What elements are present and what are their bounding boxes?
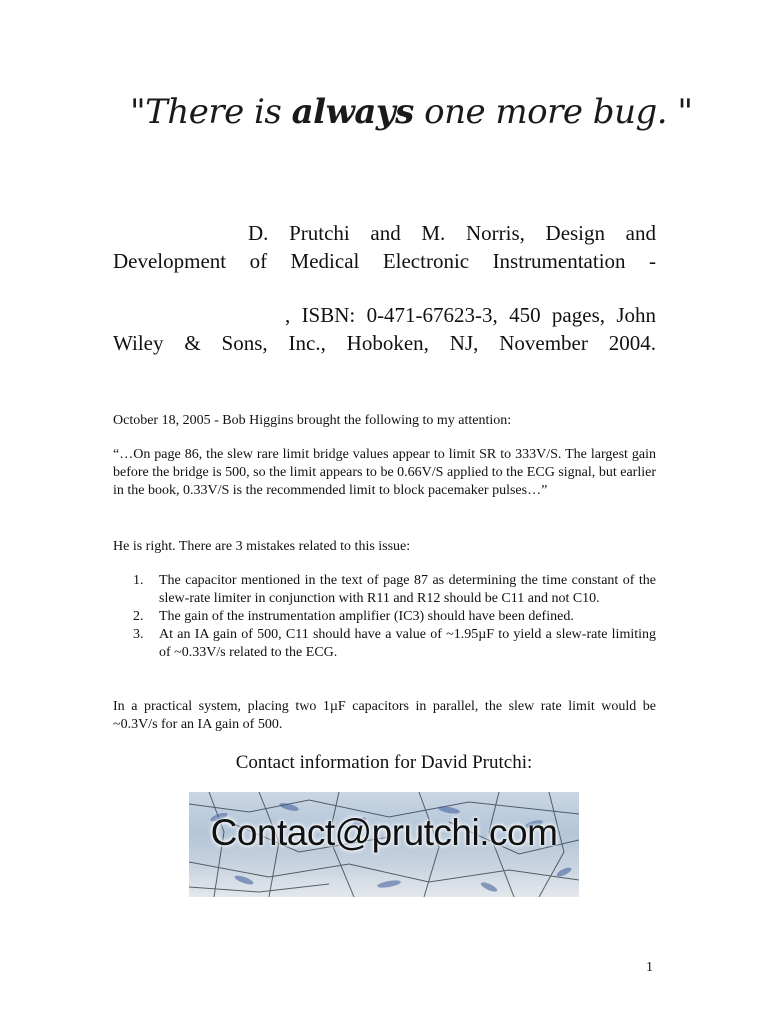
list-number: 1. xyxy=(133,573,144,588)
quote-emphasis: always xyxy=(291,92,414,132)
practical-note: In a practical system, placing two 1µF capacitors in parallel, the slew rate limit would be ~0.3V/s for an IA gain of 500. xyxy=(113,699,656,732)
email-link[interactable]: Contact@prutchi.com xyxy=(210,812,558,853)
citation-line-2: , ISBN: 0-471-67623-3, 450 pages, John Wiley & Sons, Inc., Hoboken, NJ, November 2004. xyxy=(113,303,656,355)
list-item xyxy=(113,608,656,626)
page-number: 1 xyxy=(646,960,653,975)
list-number: 2. xyxy=(133,609,144,624)
quote-open: "There is xyxy=(130,92,292,132)
epigraph-quote xyxy=(130,92,693,132)
author-reply: He is right. There are 3 mistakes related to this issue: xyxy=(113,539,411,554)
list-item xyxy=(113,626,656,662)
citation-line-1: D. Prutchi and M. Norris, Design and Development of Medical Electronic Instrumentation - xyxy=(113,221,656,273)
contact-heading: Contact information for David Prutchi: xyxy=(235,752,533,773)
list-item xyxy=(113,572,656,608)
reader-quote: “…On page 86, the slew rare limit bridge values appear to limit SR to 333V/S. The largest gain before the bridge is 500, so the limit appears to be 0.66V/S applied to the ECG signal, but earlier in the book, 0.33V/S is the recommended limit to block pacemaker pulses…” xyxy=(113,447,656,498)
list-text: At an IA gain of 500, C11 should have a value of ~1.95µF to yield a slew-rate limiting of ~0.33V/s related to the ECG. xyxy=(159,627,656,660)
list-number: 3. xyxy=(133,627,144,642)
list-text: The capacitor mentioned in the text of page 87 as determining the time constant of the slew-rate limiter in conjunction with R11 and R12 should be C11 and not C10. xyxy=(159,573,656,606)
list-text: The gain of the instrumentation amplifier (IC3) should have been defined. xyxy=(159,609,574,624)
mistakes-list xyxy=(113,572,656,662)
errata-intro: October 18, 2005 - Bob Higgins brought the following to my attention: xyxy=(113,413,512,428)
contact-email-banner[interactable] xyxy=(189,792,579,897)
quote-close: one more bug. " xyxy=(413,92,693,132)
